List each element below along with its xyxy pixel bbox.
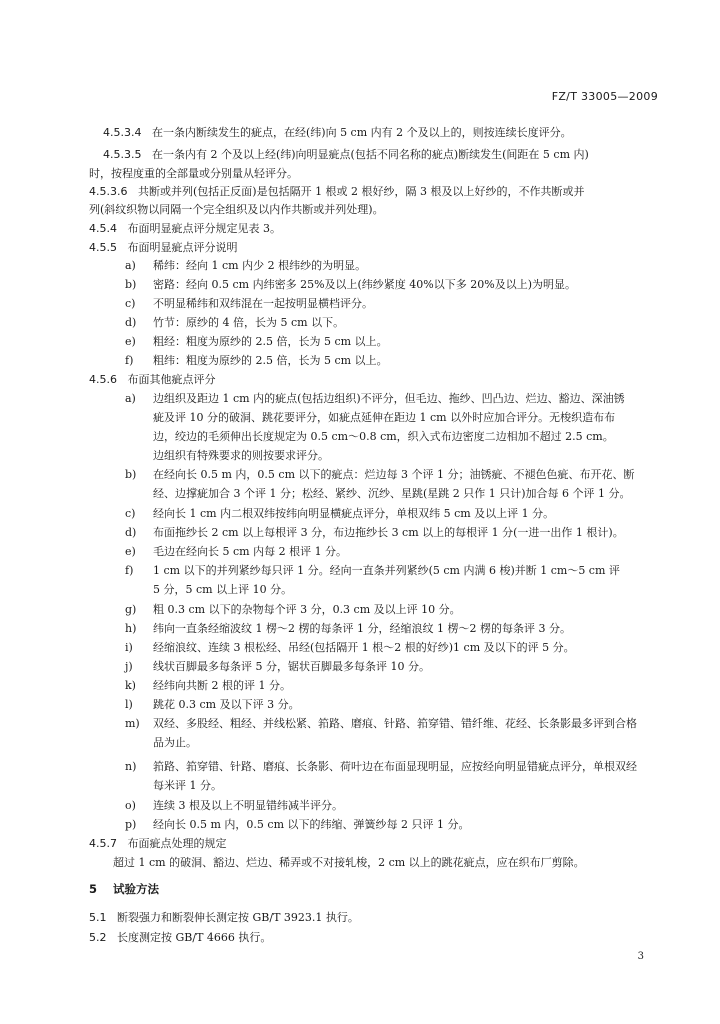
- list-item-cont: 边，绞边的毛须伸出长度规定为 0.5 cm～0.8 cm，织入式布边密度二边相加不超过 2.5 cm。: [153, 430, 614, 443]
- list-item: h) 纬向一直条经缩波纹 1 楞～2 楞的每条评 1 分，经缩浪纹 1 楞～2 楞的每条评 3 分。: [125, 622, 571, 635]
- clause-number: 4.5.3.6: [89, 185, 128, 198]
- list-item: f) 1 cm 以下的并列紧纱每只评 1 分。经向一直条并列紧纱(5 cm 内满 6 梭)并断 1 cm～5 cm 评: [125, 564, 620, 577]
- clause-4-5-4: [89, 220, 281, 238]
- list-item-cont: 5 分，5 cm 以上评 10 分。: [153, 583, 293, 596]
- clause-number: 4.5.3.5: [103, 148, 142, 161]
- clause-number: 4.5.7: [89, 837, 117, 850]
- list-item: c) 不明显稀纬和双纬混在一起按明显横档评分。: [125, 297, 373, 310]
- clause-4-5-3-6-cont: 列(斜纹织物以同隔一个完全组织及以内作共断或并列处理)。: [89, 203, 384, 216]
- clause-text: 在一条内断续发生的疵点，在经(纬)向 5 cm 内有 2 个及以上的，则按连续长度评分。: [151, 126, 572, 139]
- list-item: n) 筘路、筘穿错、针路、磨痕、长条影、荷叶边在布面显现明显，应按经向明显错疵点评分，单根双经: [125, 760, 637, 773]
- clause-number: 4.5.5: [89, 241, 117, 254]
- list-item: l) 跳花 0.3 cm 及以下评 3 分。: [125, 698, 300, 711]
- clause-text-line: 在一条内有 2 个及以上经(纬)向明显疵点(包括不同名称的疵点)断续发生(间距在 5 cm 内): [151, 148, 589, 161]
- list-item-cont: 疵及评 10 分的破洞、跳花要评分，如疵点延伸在距边 1 cm 以外时应加合评分。无梭织造布布: [153, 411, 616, 424]
- clause-4-5-3-5-cont: 时，按程度重的全部量或分别量从轻评分。: [89, 167, 298, 180]
- clause-text: 断裂强力和断裂伸长测定按 GB/T 3923.1 执行。: [117, 911, 359, 924]
- list-item-cont: 每米评 1 分。: [153, 779, 222, 792]
- clause-4-5-7: [89, 835, 227, 853]
- clause-4-5-5: [89, 239, 238, 257]
- list-item: a) 稀纬：经向 1 cm 内少 2 根纬纱的为明显。: [125, 259, 367, 272]
- clause-number: 5.2: [89, 931, 107, 944]
- clause-text: 布面明显疵点评分说明: [127, 241, 238, 254]
- list-item: j) 线状百脚最多每条评 5 分，锯状百脚最多每条评 10 分。: [125, 660, 430, 673]
- list-item: a) 边组织及距边 1 cm 内的疵点(包括边组织)不评分，但毛边、拖纱、凹凸边、烂边、豁边、深油锈: [125, 392, 625, 405]
- page-number: 3: [637, 951, 644, 962]
- list-item-cont: 经、边撑疵加合 3 个评 1 分；松经、紧纱、沉纱、星跳(星跳 2 只作 1 只计)加合每 6 个评 1 分。: [153, 487, 631, 500]
- clause-text: 长度测定按 GB/T 4666 执行。: [117, 931, 272, 944]
- clause-number: 5.1: [89, 911, 107, 924]
- clause-number: 4.5.6: [89, 373, 117, 386]
- clause-5-1: [89, 909, 359, 927]
- clause-4-5-3-6: [89, 183, 585, 201]
- clause-4-5-6: [89, 371, 216, 389]
- list-item: p) 经向长 0.5 m 内，0.5 cm 以下的纬缩、弹簧纱每 2 只评 1 分。: [125, 818, 470, 831]
- clause-5-2: [89, 929, 271, 947]
- clause-4-5-3-5: [103, 146, 589, 164]
- section-title: 试验方法: [113, 882, 160, 896]
- list-item-cont: 边组织有特殊要求的则按要求评分。: [153, 449, 329, 462]
- clause-text-line: 共断或并列(包括正反面)是包括隔开 1 根或 2 根好纱，隔 3 根及以上好纱的，不作共断或并: [137, 185, 585, 198]
- clause-4-5-3-4: [103, 124, 572, 142]
- list-item: i) 经缩浪纹、连续 3 根松经、吊经(包括隔开 1 根～2 根的好纱)1 cm 及以下的评 5 分。: [125, 641, 575, 654]
- standard-code: FZ/T 33005—2009: [551, 90, 658, 103]
- list-item: f) 粗纬：粗度为原纱的 2.5 倍，长为 5 cm 以上。: [125, 354, 388, 367]
- clause-text: 布面疵点处理的规定: [127, 837, 227, 850]
- list-item-cont: 品为止。: [153, 736, 197, 749]
- list-item: k) 经纬向共断 2 根的评 1 分。: [125, 679, 291, 692]
- list-item: g) 粗 0.3 cm 以下的杂物每个评 3 分，0.3 cm 及以上评 10 分。: [125, 603, 461, 616]
- list-item: m) 双经、多股经、粗经、并线松紧、筘路、磨痕、针路、筘穿错、错纤维、花经、长条影最多评到合格: [125, 717, 637, 730]
- list-item: b) 在经向长 0.5 m 内，0.5 cm 以下的疵点：烂边每 3 个评 1 分；油锈疵、不褪色色疵、布开花、断: [125, 468, 635, 481]
- section-5-heading: [89, 880, 159, 898]
- clause-number: 4.5.4: [89, 222, 117, 235]
- clause-text: 布面其他疵点评分: [127, 373, 216, 386]
- list-item: b) 密路：经向 0.5 cm 内纬密多 25%及以上(纬纱紧度 40%以下多 20%及以上)为明显。: [125, 278, 576, 291]
- list-item: c) 经向长 1 cm 内二根双纬按纬向明显横疵点评分，单根双纬 5 cm 及以上评 1 分。: [125, 507, 555, 520]
- list-item: d) 竹节：原纱的 4 倍，长为 5 cm 以下。: [125, 316, 345, 329]
- clause-text: 布面明显疵点评分规定见表 3。: [127, 222, 281, 235]
- clause-4-5-7-body: 超过 1 cm 的破洞、豁边、烂边、稀弄或不对接轧梭，2 cm 以上的跳花疵点，应在织布厂剪除。: [113, 856, 585, 869]
- section-number: 5: [89, 882, 98, 896]
- list-item: e) 粗经：粗度为原纱的 2.5 倍，长为 5 cm 以上。: [125, 335, 388, 348]
- list-item: d) 布面拖纱长 2 cm 以上每根评 3 分，布边拖纱长 3 cm 以上的每根评 1 分(一进一出作 1 根计)。: [125, 526, 624, 539]
- list-item: o) 连续 3 根及以上不明显错纬减半评分。: [125, 799, 343, 812]
- clause-number: 4.5.3.4: [103, 126, 142, 139]
- list-item: e) 毛边在经向长 5 cm 内每 2 根评 1 分。: [125, 545, 348, 558]
